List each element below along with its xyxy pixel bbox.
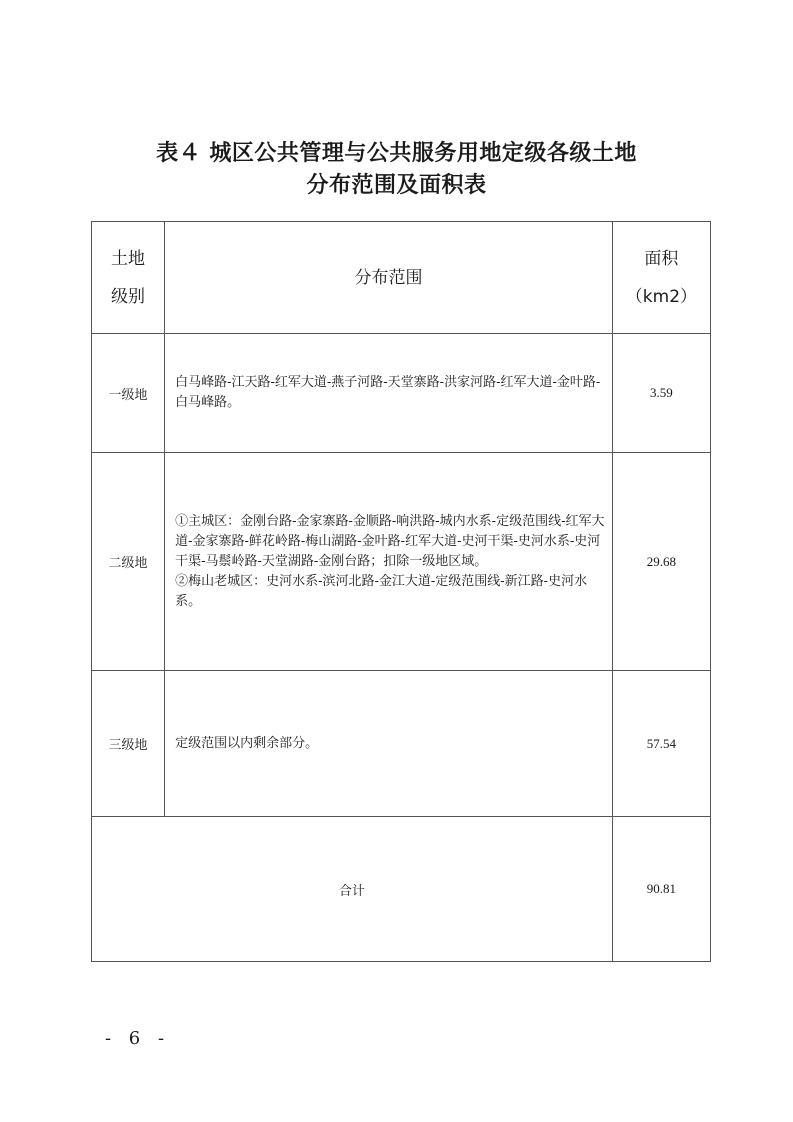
table-row-grade-3 xyxy=(92,671,711,817)
header-area-line-2: （km2） xyxy=(625,286,698,307)
row-2-range-main-city: ①主城区：金刚台路-金家寨路-金顺路-响洪路-城内水系-定级范围线-红军大道-金家寨路-鲜花岭路-梅山湖路-金叶路-红军大道-史河干渠-史河水系-史河干渠-马鬃岭路-天堂湖路-金刚台路；扣除一级地区域。 xyxy=(175,513,605,569)
land-grade-table xyxy=(91,221,711,962)
header-land-level-line-2: 级别 xyxy=(111,286,146,307)
table-row-grade-1 xyxy=(92,334,711,453)
row-2-range-meishan-old-city: ②梅山老城区：史河水系-滨河北路-金江大道-定级范围线-新江路-史河水系。 xyxy=(175,573,588,609)
table-title xyxy=(0,138,793,202)
table-row-grade-2 xyxy=(92,453,711,671)
row-2-range xyxy=(165,453,613,671)
total-area: 90.81 xyxy=(612,817,710,962)
table-title-line-2: 分布范围及面积表 xyxy=(306,173,487,198)
total-label: 合计 xyxy=(92,817,613,962)
row-2-level: 二级地 xyxy=(92,453,165,671)
row-3-range-text: 定级范围以内剩余部分。 xyxy=(175,735,319,751)
header-area-line-1: 面积 xyxy=(644,248,679,269)
table-header-row xyxy=(92,222,711,334)
header-land-level xyxy=(92,222,165,334)
header-distribution-range xyxy=(165,222,613,334)
header-area xyxy=(612,222,710,334)
page-number: - 6 - xyxy=(105,1028,171,1049)
table-row-total xyxy=(92,817,711,962)
header-land-level-line-1: 土地 xyxy=(111,248,146,269)
row-3-area: 57.54 xyxy=(612,671,710,817)
row-1-level: 一级地 xyxy=(92,334,165,453)
row-1-range xyxy=(165,334,613,453)
row-3-level: 三级地 xyxy=(92,671,165,817)
header-distribution-range-label: 分布范围 xyxy=(354,267,423,288)
row-1-range-text: 白马峰路-江天路-红军大道-燕子河路-天堂寨路-洪家河路-红军大道-金叶路-白马峰路。 xyxy=(175,375,601,410)
row-3-range xyxy=(165,671,613,817)
table-title-line-1: 表４ 城区公共管理与公共服务用地定级各级土地 xyxy=(156,141,637,166)
row-2-area: 29.68 xyxy=(612,453,710,671)
row-1-area: 3.59 xyxy=(612,334,710,453)
